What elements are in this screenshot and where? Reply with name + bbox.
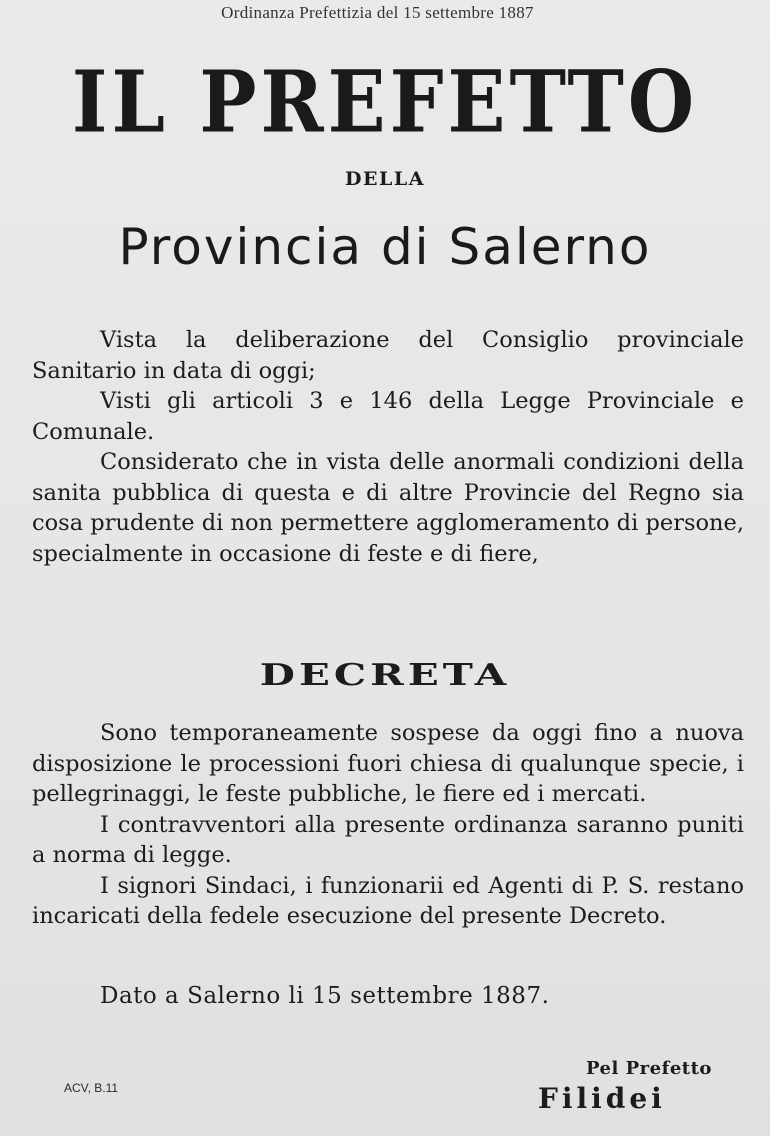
decree-article: Sono temporaneamente sospese da oggi fino a nuova disposizione le processioni fuori chiesa di qualunque specie, i pellegrinaggi, le feste pubbliche, le fiere ed i mercati. — [32, 720, 744, 807]
preamble-block — [32, 325, 744, 569]
preamble-paragraph: Considerato che in vista delle anormali condizioni della sanita pubblica di questa e di altre Provincie del Regno sia cosa prudente di non permettere agglomeramento di persone, specialmente in occasione di feste e di fiere, — [32, 449, 744, 567]
decree-article: I signori Sindaci, i funzionarii ed Agenti di P. S. restano incaricati della fedele esecuzione del presente Decreto. — [32, 872, 744, 929]
preamble-paragraph: Visti gli articoli 3 e 146 della Legge Provinciale e Comunale. — [32, 388, 744, 445]
signature-name: Filidei — [538, 1082, 666, 1115]
title-province: Provincia di Salerno — [118, 218, 652, 276]
date-line: Dato a Salerno li 15 settembre 1887. — [100, 983, 550, 1009]
signature-on-behalf: Pel Prefetto — [586, 1058, 712, 1079]
title-il-prefetto: IL PREFETTO — [71, 52, 699, 152]
decree-article: I contravventori alla presente ordinanza saranno puniti a norma di legge. — [32, 811, 744, 868]
decree-heading: DECRETA — [259, 658, 511, 693]
preamble-paragraph: Vista la deliberazione del Consiglio provinciale Sanitario in data di oggi; — [32, 327, 744, 384]
ordinance-header: Ordinanza Prefettizia del 15 settembre 1887 — [221, 3, 534, 22]
archive-reference: ACV, B.11 — [64, 1081, 119, 1095]
decree-articles — [32, 718, 744, 932]
title-della: DELLA — [345, 168, 425, 190]
